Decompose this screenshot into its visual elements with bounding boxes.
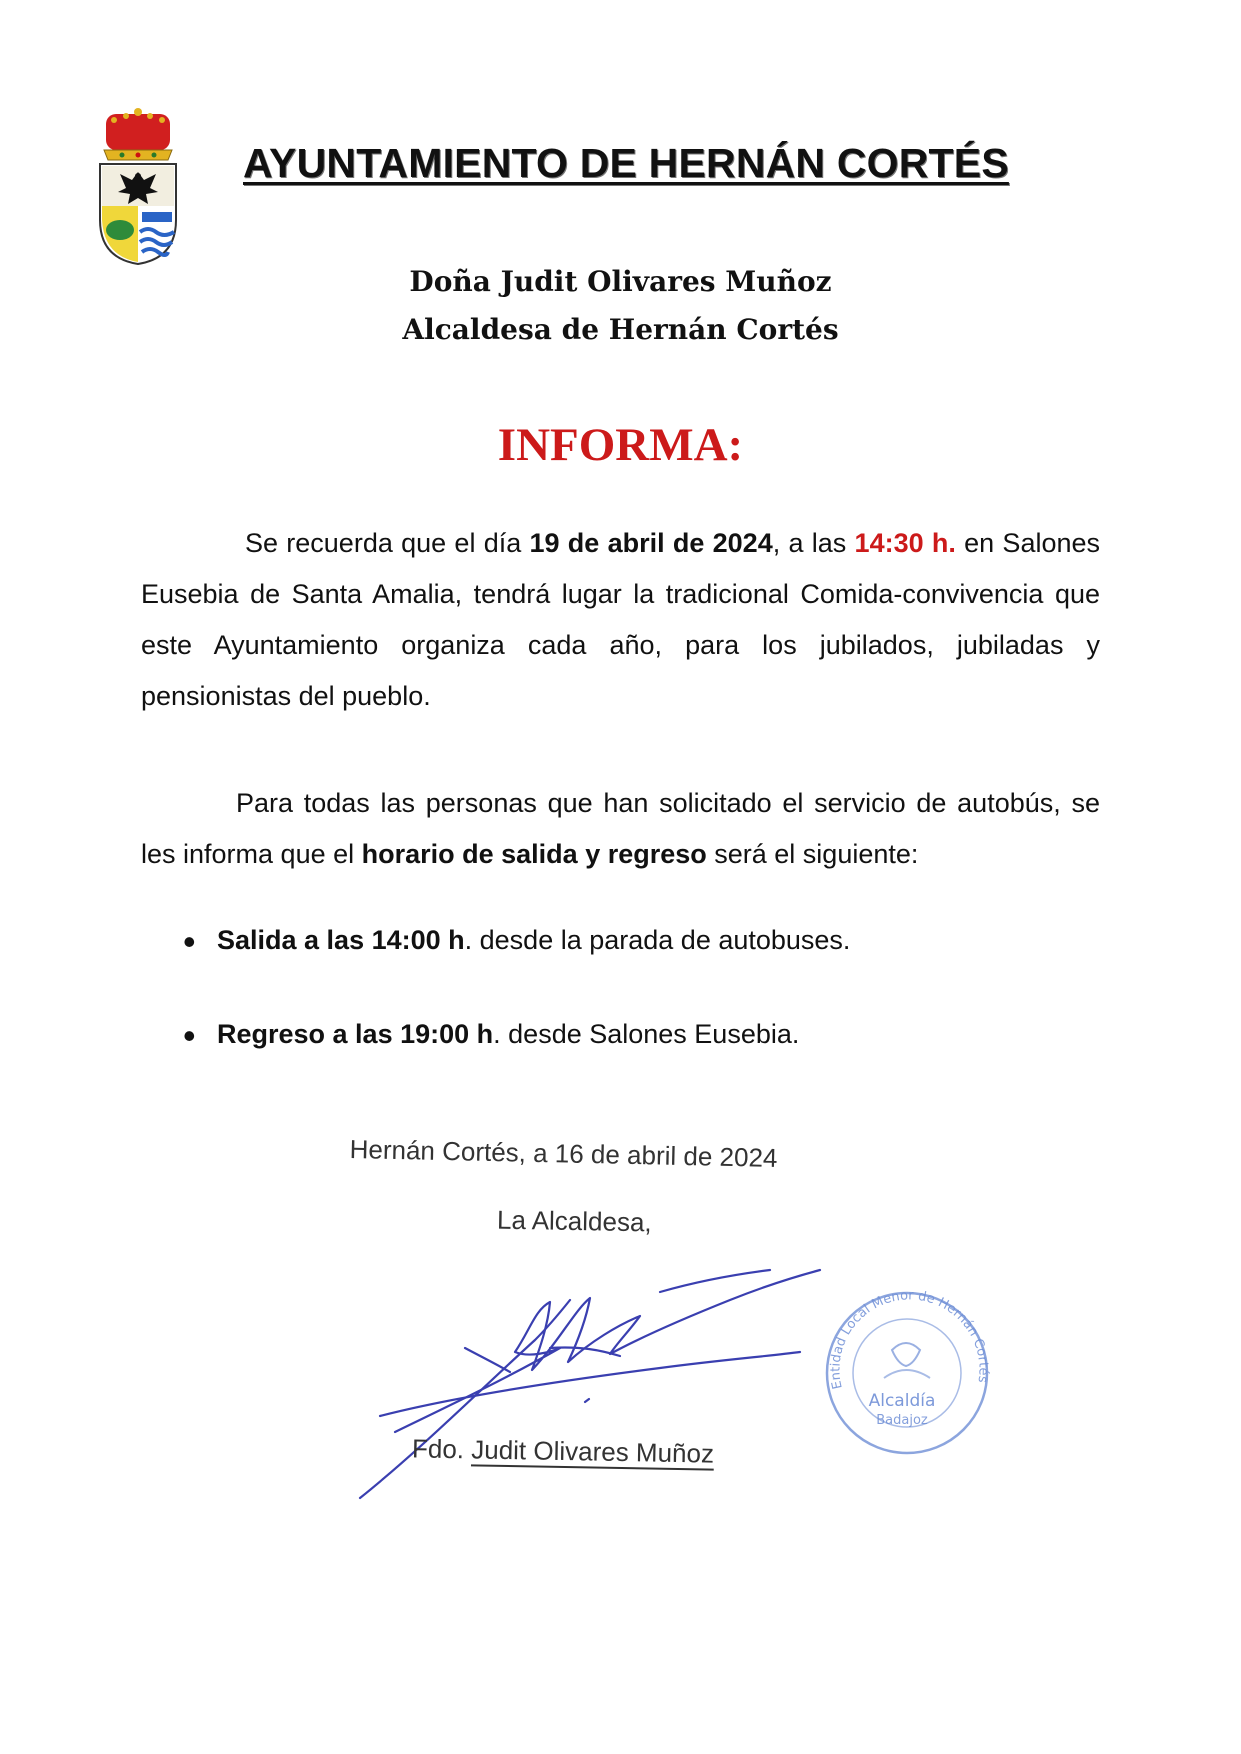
stamp-line-1: Alcaldía [868, 1391, 936, 1411]
official-stamp [812, 1278, 1002, 1468]
bus-paragraph [141, 778, 1100, 880]
signatory-name: Judit Olivares Muñoz [471, 1434, 715, 1469]
bus-text-2: será el siguiente: [706, 839, 919, 869]
coat-of-arms-logo [92, 108, 184, 268]
schedule-item-bold: Salida a las 14:00 h [217, 925, 465, 955]
mayor-name: Doña Judit Olivares Muñoz [409, 265, 832, 298]
event-text-3: en Salones Eusebia de Santa Amalia, tendrá lugar la tradicional Comida-convivencia que este Ayuntamiento organiza cada año, para los jubilados, jubiladas y pensionistas del pueblo. [141, 528, 1101, 711]
schedule-item-text: . desde Salones Eusebia. [493, 1019, 800, 1049]
schedule-item-bold: Regreso a las 19:00 h [217, 1019, 494, 1049]
schedule-item-departure [217, 925, 850, 956]
mayor-block [0, 258, 1241, 354]
event-time: 14:30 h. [854, 528, 956, 558]
mayor-role: Alcaldesa de Hernán Cortés [402, 313, 839, 346]
bus-text-1: Para todas las personas que han solicitado el servicio de autobús, se les informa que el [141, 788, 1100, 869]
schedule-item-text: . desde la parada de autobuses. [464, 925, 851, 955]
informa-heading: INFORMA: [497, 419, 744, 471]
signature-prefix: Fdo. [411, 1433, 472, 1465]
signature-role: La Alcaldesa, [496, 1204, 652, 1238]
stamp-ring-text: Entidad Local Menor de Hernán Cortés [828, 1288, 991, 1391]
schedule-item-return [217, 1019, 799, 1050]
signature-name-line [412, 1433, 715, 1469]
event-text-1: Se recuerda que el día [245, 528, 530, 558]
event-date: 19 de abril de 2024 [529, 528, 773, 558]
bullet-icon: • [183, 1015, 196, 1056]
signature-block [300, 1120, 1000, 1550]
bus-schedule-emphasis: horario de salida y regreso [361, 839, 707, 869]
signature-place-date: Hernán Cortés, a 16 de abril de 2024 [349, 1134, 778, 1173]
event-text-2: , a las [772, 528, 855, 558]
page-title: AYUNTAMIENTO DE HERNÁN CORTÉS [243, 140, 1009, 186]
stamp-line-2: Badajoz [876, 1413, 928, 1428]
bullet-icon: • [183, 921, 196, 962]
event-paragraph [141, 518, 1100, 722]
